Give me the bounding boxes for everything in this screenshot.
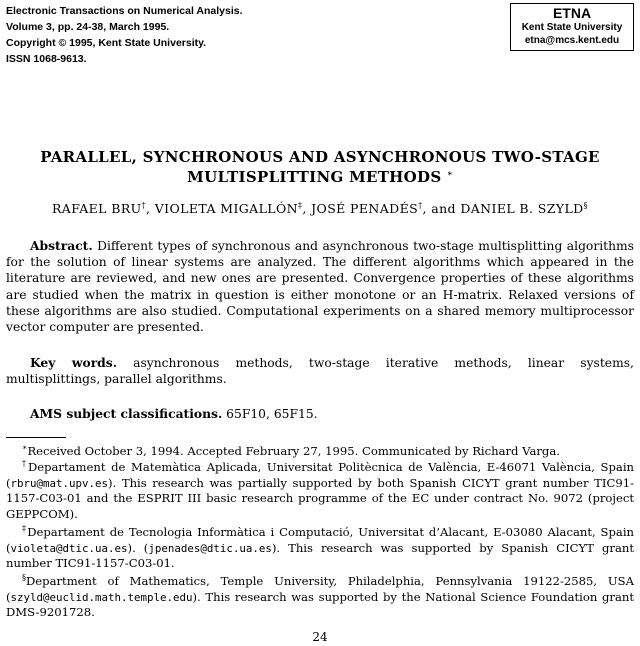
email-link[interactable]: rbru@mat.upv.es bbox=[10, 476, 109, 490]
journal-header bbox=[6, 3, 243, 67]
author-mark: † bbox=[141, 200, 146, 210]
page-number: 24 bbox=[312, 630, 328, 644]
author-name: RAFAEL BRU bbox=[52, 201, 142, 216]
email-link[interactable]: szyld@euclid.math.temple.edu bbox=[10, 590, 193, 604]
abstract bbox=[6, 238, 634, 335]
abstract-text: Different types of synchronous and asynchronous two-stage multisplitting algorithms for the solution of linear systems are analyzed. The different algorithms which appeared in the literature are reviewed, and new ones are presented. Convergence properties of these algorithms are studied when the matrix in question is either monotone or an H-matrix. Relaxed versions of these algorithms are also studied. Computational experiments on a shared memory multiprocessor vector computer are presented. bbox=[6, 239, 634, 335]
etna-university: Kent State University bbox=[521, 22, 623, 33]
keywords-text: asynchronous methods, two-stage iterative methods, linear systems, multisplittings, parallel algorithms. bbox=[6, 356, 634, 387]
footnote-text: Department of Mathematics, Temple University, Philadelphia, Pennsylvania 19122-2585, USA ( bbox=[6, 574, 634, 604]
volume-line: Volume 3, pp. 24-38, March 1995. bbox=[6, 21, 170, 33]
issn-line: ISSN 1068-9613. bbox=[6, 53, 87, 65]
email-link[interactable]: jpenades@dtic.ua.es bbox=[148, 541, 272, 555]
title-line-1: PARALLEL, SYNCHRONOUS AND ASYNCHRONOUS TWO-STAGE bbox=[40, 148, 600, 166]
footnote-rule bbox=[6, 437, 66, 438]
footnote-text: Departament de Tecnologia Informàtica i Computació, Universitat d’Alacant, E-03080 Alacant, Spain ( bbox=[6, 525, 635, 555]
etna-email: etna@mcs.kent.edu bbox=[524, 35, 620, 46]
keywords-label: Key words. bbox=[30, 355, 117, 370]
paper-title bbox=[0, 147, 640, 187]
journal-name: Electronic Transactions on Numerical Analysis. bbox=[6, 5, 243, 17]
footnote-bru bbox=[6, 460, 634, 523]
ams-text: 65F10, 65F15. bbox=[226, 407, 318, 421]
keywords bbox=[6, 355, 634, 387]
title-line-2: MULTISPLITTING METHODS bbox=[187, 168, 442, 186]
email-link[interactable]: violeta@dtic.ua.es bbox=[10, 541, 128, 555]
footnote-migallon bbox=[6, 525, 634, 572]
footnote-mark: § bbox=[22, 573, 26, 583]
footnote-text: ). This research was supported by the National Science Foundation grant DMS-9201728. bbox=[6, 589, 634, 620]
author-list bbox=[0, 201, 640, 216]
author-separator: , bbox=[146, 201, 155, 216]
ams-label: AMS subject classifications. bbox=[30, 406, 223, 421]
author-separator: , and bbox=[422, 201, 461, 216]
author-mark: ‡ bbox=[297, 200, 303, 210]
title-footnote-mark: ∗ bbox=[447, 168, 453, 178]
footnote-mark: † bbox=[22, 459, 28, 469]
footnote-mark: ‡ bbox=[22, 524, 28, 534]
author-name: JOSÉ PENADÉS bbox=[311, 201, 419, 216]
author-separator: , bbox=[302, 201, 312, 216]
footnote-text: ). ( bbox=[127, 540, 149, 555]
ams-classifications bbox=[6, 406, 634, 422]
footnote-text: ). This research was supported by Spanish CICYT grant number TIC91-1157-C03-01. bbox=[6, 540, 634, 571]
footnote-text: Received October 3, 1994. Accepted February 27, 1995. Communicated by Richard Varga. bbox=[27, 444, 560, 458]
footnote-text: ). This research was partially supported by both Spanish CICYT grant number TIC91-1157-C03-01 and the ESPRIT III basic research programme of the EC under contract No. 9072 (project GEPPCOM). bbox=[6, 475, 634, 522]
author-mark: † bbox=[418, 200, 423, 210]
footnote-received bbox=[6, 444, 634, 460]
footnote-szyld bbox=[6, 574, 634, 621]
footnote-mark: ∗ bbox=[22, 443, 28, 453]
copyright-line: Copyright © 1995, Kent State University. bbox=[6, 37, 207, 49]
author-name: DANIEL B. SZYLD bbox=[460, 201, 584, 216]
etna-box bbox=[510, 3, 634, 51]
abstract-label: Abstract. bbox=[30, 238, 93, 253]
author-mark: § bbox=[583, 200, 588, 210]
author-name: VIOLETA MIGALLÓN bbox=[154, 201, 298, 216]
etna-title: ETNA bbox=[552, 5, 592, 21]
footnote-text: Departament de Matemàtica Aplicada, Universitat Politècnica de València, E-46071 València, Spain ( bbox=[6, 460, 635, 490]
